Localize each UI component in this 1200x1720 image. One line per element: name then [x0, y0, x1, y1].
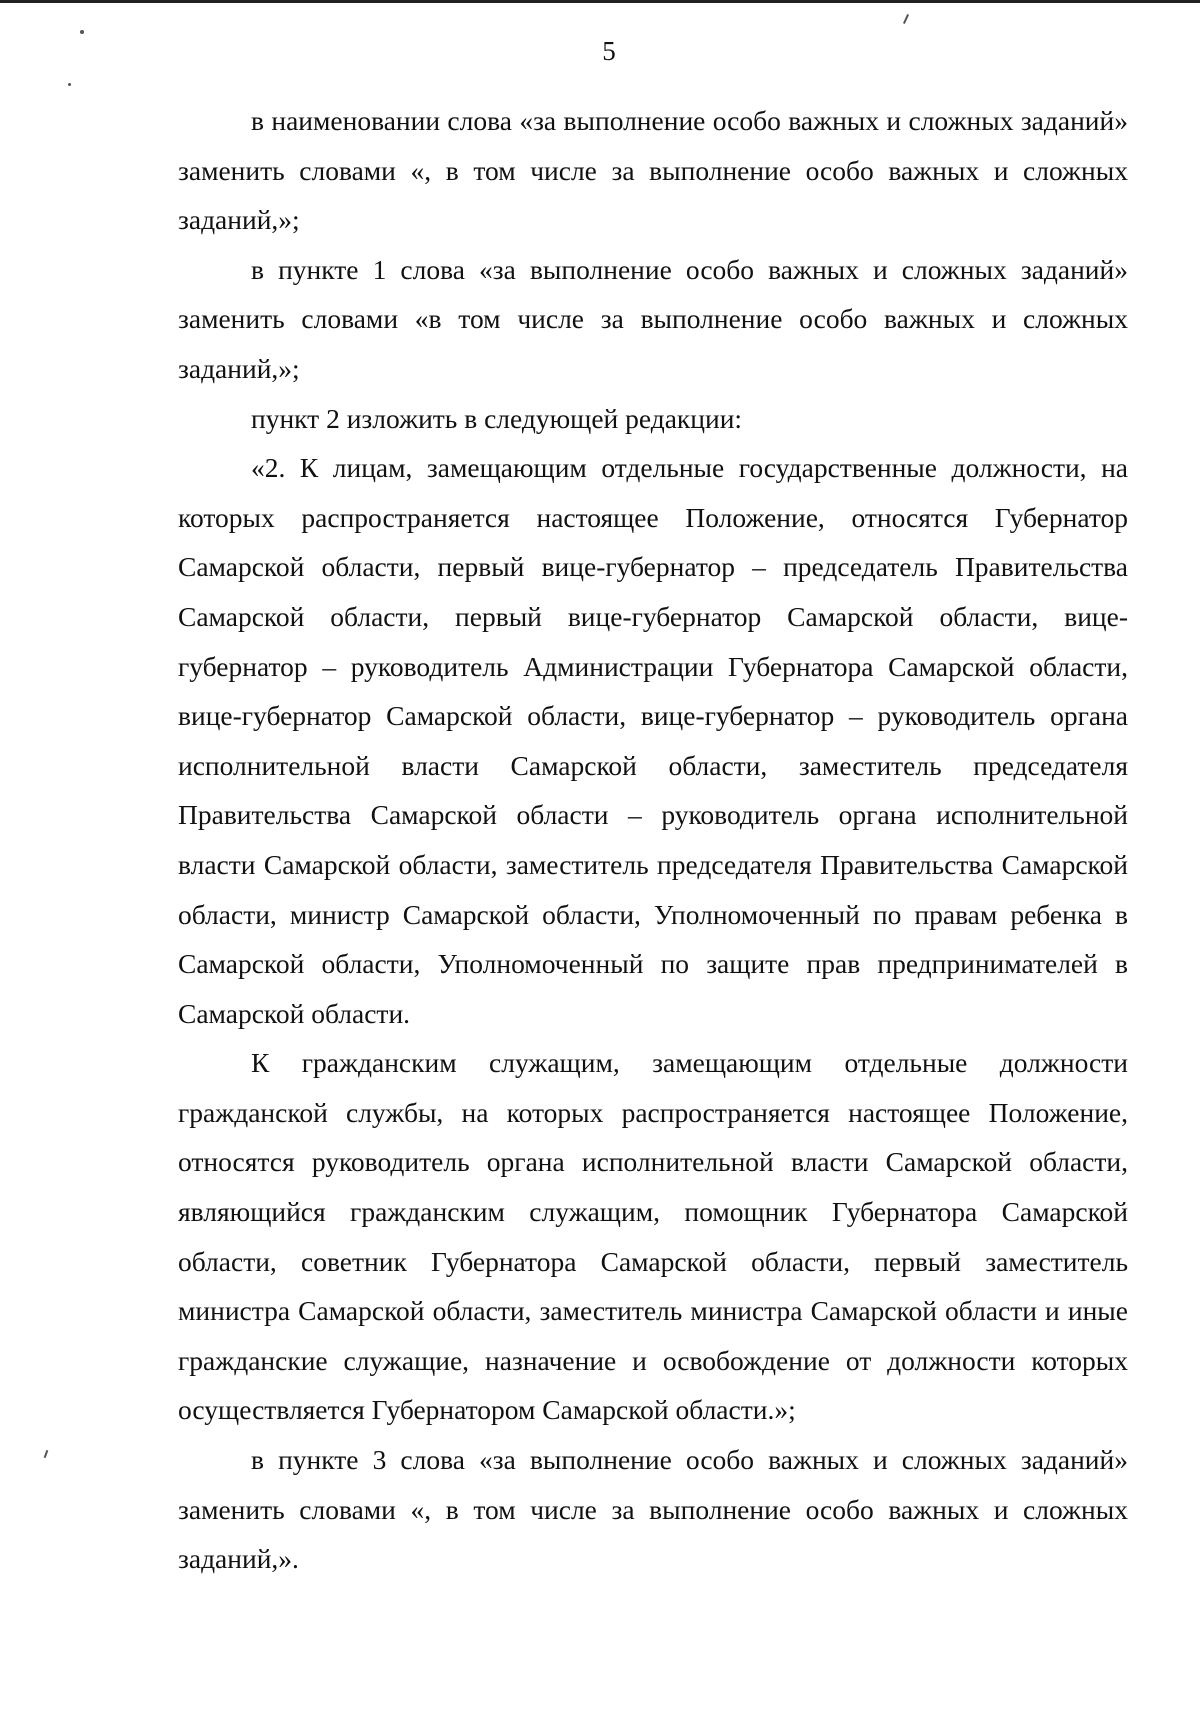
document-body [178, 96, 1128, 1584]
scan-speck [44, 1450, 49, 1458]
page-number: 5 [602, 36, 616, 66]
paragraph-civil-servants: К гражданским служащим, замещающим отдельные должности гражданской службы, на которых распространяется настоящее Положение, относятся руководитель органа исполнительной власти Самарской области, являющийся гражданским служащим, помощник Губернатора Самарской области, советник Губернатора Самарской области, первый заместитель министра Самарской области, заместитель министра Самарской области и иные гражданские служащие, назначение и освобождение от должности которых осуществляется Губернатором Самарской области.»; [178, 1047, 1128, 1426]
paragraph-name-amendment: в наименовании слова «за выполнение особо важных и сложных заданий» заменить словами «, в том числе за выполнение особо важных и сложных заданий,»; [178, 105, 1128, 236]
scan-speck [903, 14, 909, 24]
paragraph-point-1-amendment: в пункте 1 слова «за выполнение особо важных и сложных заданий» заменить словами «в том числе за выполнение особо важных и сложных заданий,»; [178, 253, 1128, 384]
scan-edge-line [0, 0, 1200, 3]
scan-speck [68, 83, 71, 86]
scan-speck [80, 30, 84, 34]
paragraph-point-3-amendment: в пункте 3 слова «за выполнение особо важных и сложных заданий» заменить словами «, в том числе за выполнение особо важных и сложных заданий,». [178, 1444, 1128, 1575]
paragraph-point-2-intro: пункт 2 изложить в следующей редакции: [251, 402, 743, 434]
paragraph-point-2-text: «2. К лицам, замещающим отдельные государственные должности, на которых распространяется настоящее Положение, относятся Губернатор Самарской области, первый вице-губернатор – председатель Правительства Самарской области, первый вице-губернатор Самарской области, вице-губернатор – руководитель Администрации Губернатора Самарской области, вице-губернатор Самарской области, вице-губернатор – руководитель органа исполнительной власти Самарской области, заместитель председателя Правительства Самарской области – руководитель органа исполнительной власти Самарской области, заместитель председателя Правительства Самарской области, министр Самарской области, Уполномоченный по правам ребенка в Самарской области, Уполномоченный по защите прав предпринимателей в Самарской области. [178, 452, 1128, 1029]
